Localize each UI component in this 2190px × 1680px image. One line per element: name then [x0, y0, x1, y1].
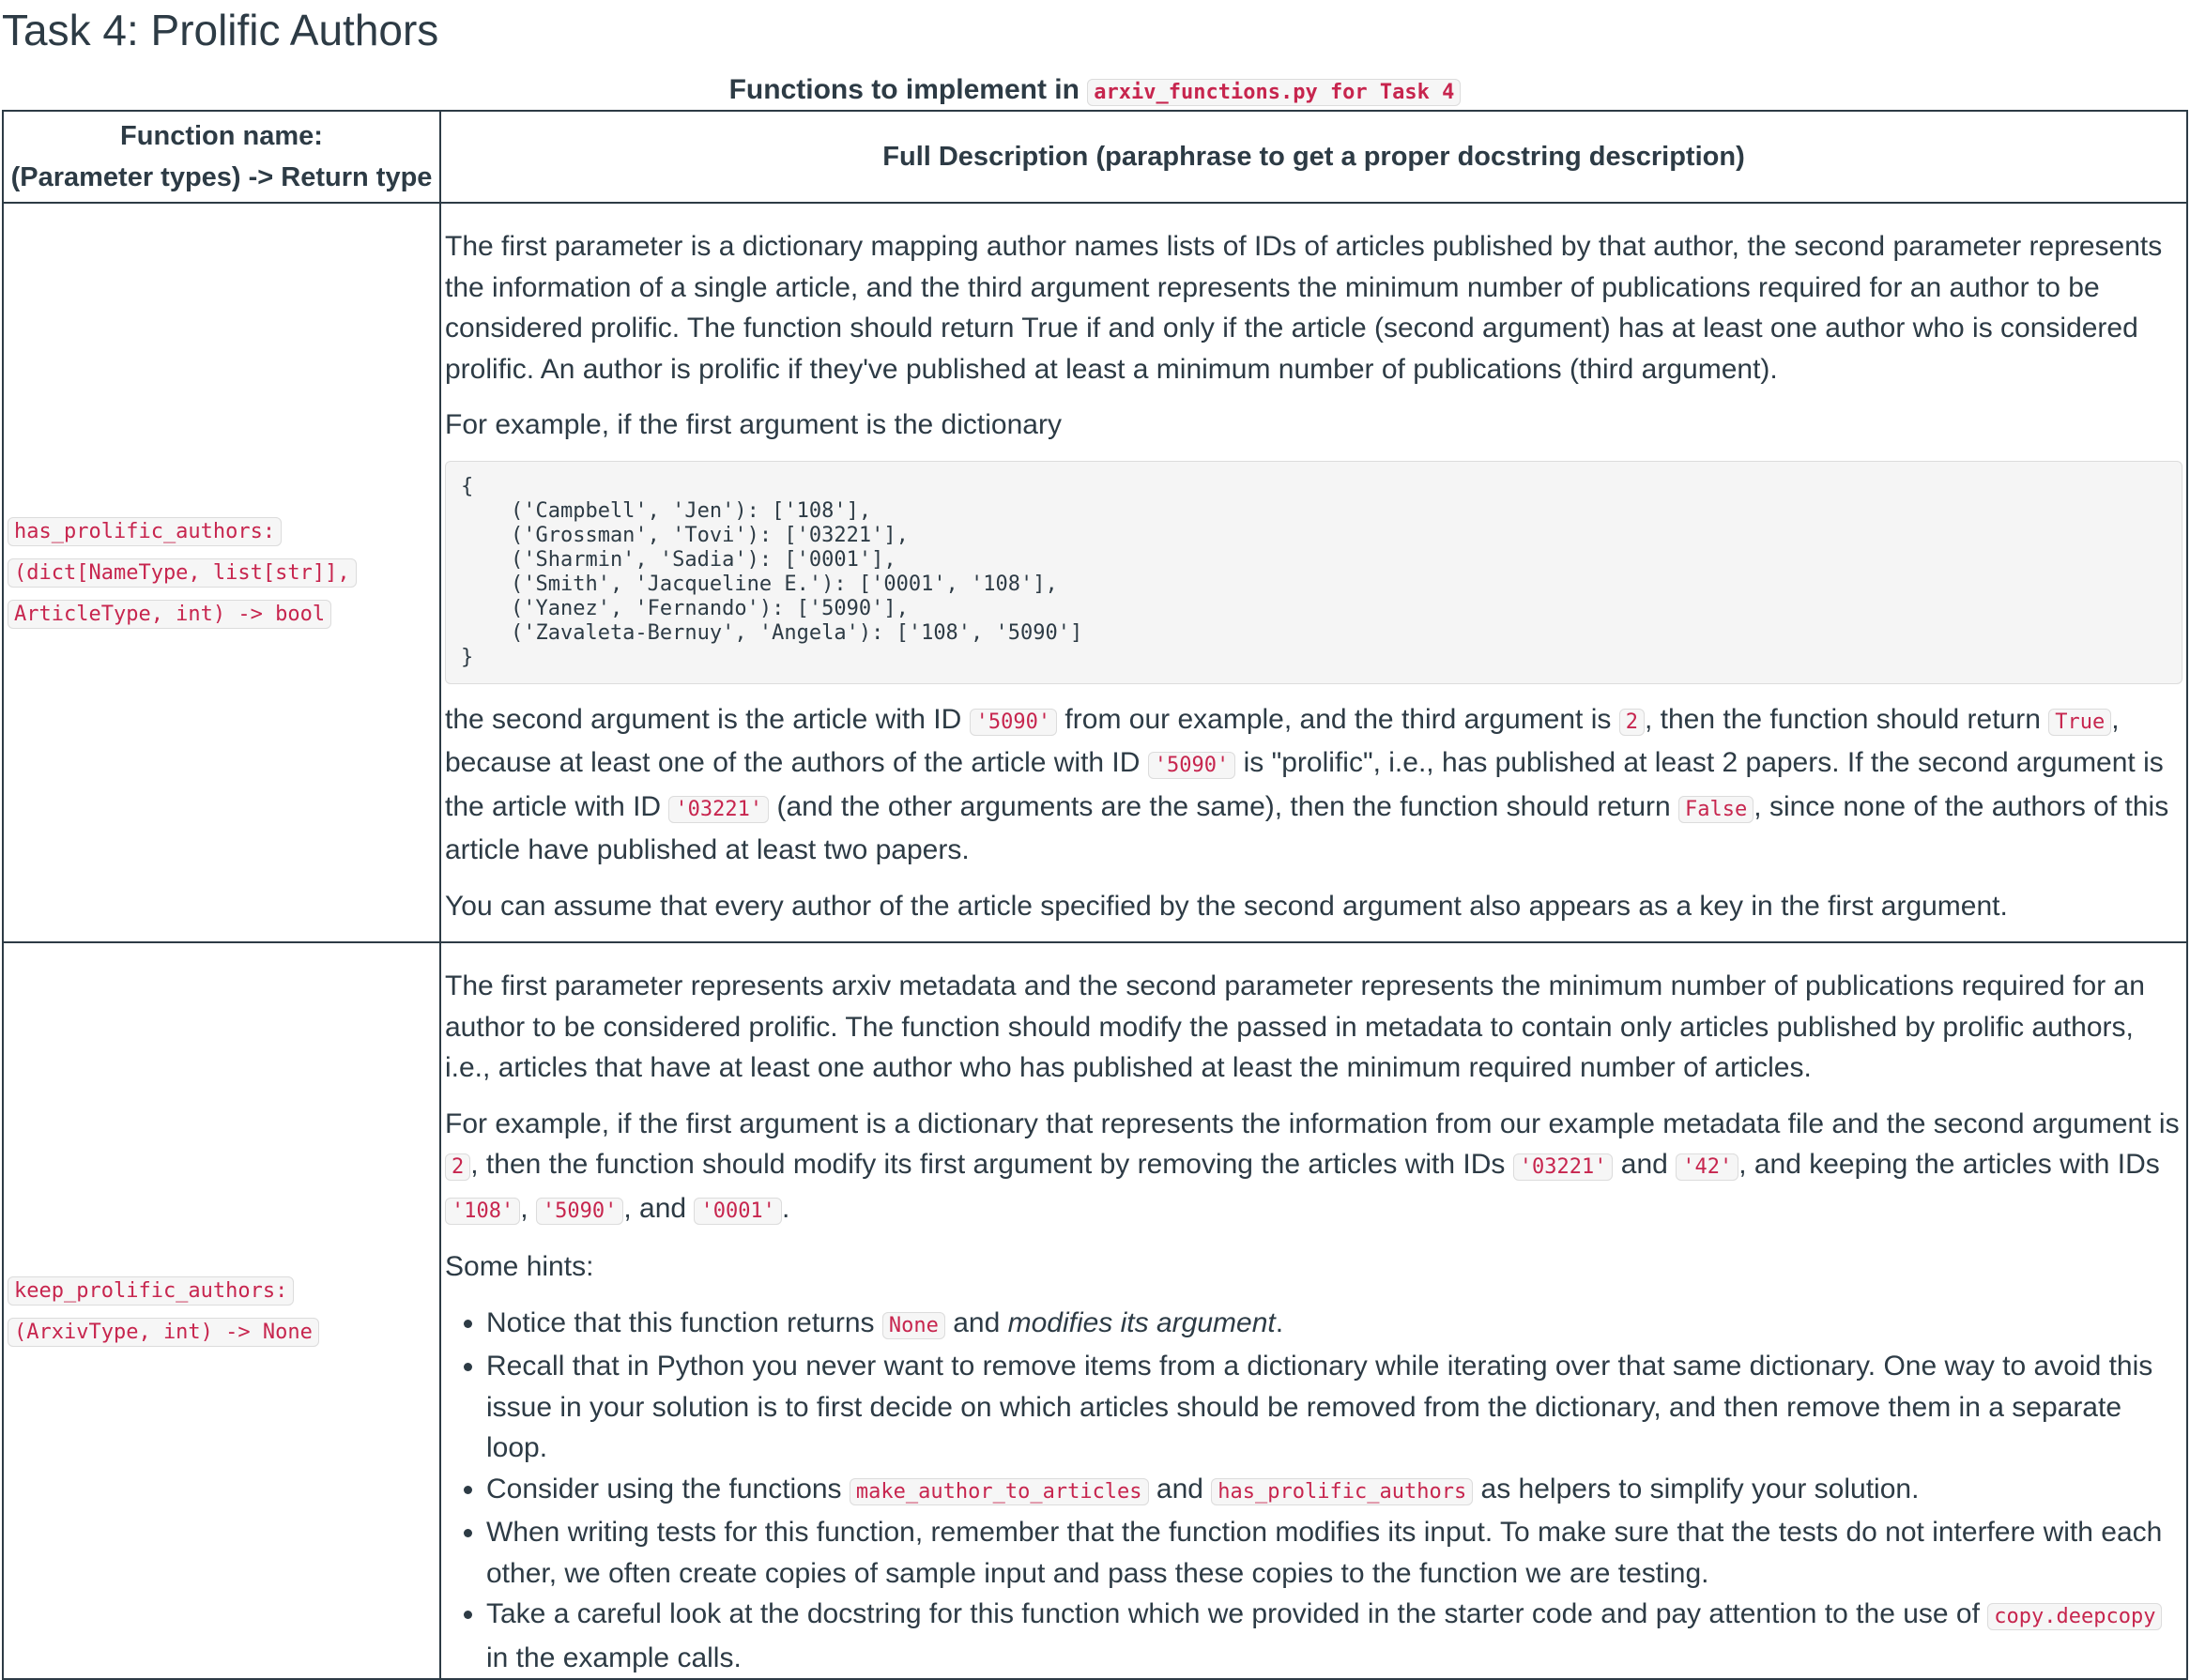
signature-line: (dict[NameType, list[str]], [8, 558, 357, 588]
description-paragraph: The first parameter represents arxiv metadata and the second parameter represents the minimum number of publications required for an author to be considered prolific. The function should modify the passed in metadata to contain only articles published by prolific authors, i.e., articles that have at least one author who has published at least the minimum required number of articles. [445, 970, 2145, 1083]
table-caption [0, 71, 2190, 112]
table-header-row [3, 111, 2187, 203]
list-item [486, 1594, 2182, 1678]
text-span: Take a careful look at the docstring for this function which we provided in the starter code and pay attention to the use of [486, 1598, 1988, 1629]
text-span: and [1148, 1473, 1212, 1504]
text-span: (and the other arguments are the same), then the function should return [769, 790, 1679, 822]
function-description-cell [440, 203, 2187, 942]
function-signature-cell [3, 942, 440, 1679]
list-item: • Recall that in Python you never want to remove items from a dictionary while iterating over that same dictionary. One way to avoid this issue in your solution is to first decide on which articles should be removed from the dictionary, and then remove them in a separate loop. [486, 1346, 2182, 1469]
description-paragraph: For example, if the first argument is the dictionary [445, 409, 1062, 440]
list-item [486, 1469, 2182, 1513]
header-function-name [3, 111, 440, 203]
inline-code: 2 [1619, 709, 1645, 736]
page-title: Task 4: Prolific Authors [2, 6, 439, 54]
text-span: from our example, and the third argument is [1057, 703, 1619, 735]
inline-code: '108' [445, 1198, 520, 1225]
text-span: Consider using the functions [486, 1473, 850, 1504]
inline-code: False [1678, 796, 1754, 823]
example-code-block: { ('Campbell', 'Jen'): ['108'], ('Grossman', 'Tovi'): ['03221'], ('Sharmin', 'Sadia'): ['0001'], ('Smith', 'Jacqueline E.'): ['0001', '108'], ('Yanez', 'Fernando'): ['5090'], ('Zavaleta-Bernuy', 'Angela'): ['108', '5090'] } [445, 461, 2182, 684]
text-span: For example, if the first argument is a dictionary that represents the information from our example metadata file and the second argument is [445, 1107, 2180, 1139]
text-span: in the example calls. [486, 1642, 742, 1673]
text-span: , because at least one of the authors of the article with ID [445, 703, 2120, 778]
table-row [3, 203, 2187, 942]
text-span: , [520, 1192, 536, 1224]
text-span: and [1613, 1149, 1677, 1180]
inline-code: copy.deepcopy [1987, 1603, 2162, 1630]
description-paragraph [445, 1104, 2182, 1232]
header-col1-line2: (Parameter types) -> Return type [10, 162, 433, 192]
text-span: Notice that this function returns [486, 1306, 882, 1338]
text-span: , since none of the authors of this article have published at least two papers. [445, 790, 2169, 865]
text-span: . [781, 1192, 790, 1224]
hints-list [445, 1303, 2182, 1679]
inline-code: '5090' [1148, 752, 1235, 779]
function-description-cell [440, 942, 2187, 1679]
signature-line: ArticleType, int) -> bool [8, 600, 331, 629]
text-span: , then the function should modify its first argument by removing the articles with IDs [470, 1149, 1513, 1180]
functions-table [2, 110, 2188, 1680]
header-description: Full Description (paraphrase to get a proper docstring description) [440, 111, 2187, 203]
function-signature-cell [3, 203, 440, 942]
inline-code: '5090' [536, 1198, 623, 1225]
inline-code: '42' [1676, 1153, 1738, 1181]
text-span: , and [623, 1192, 695, 1224]
signature-line: keep_prolific_authors: [8, 1276, 294, 1306]
text-span: the second argument is the article with ID [445, 703, 970, 735]
text-span: . [1275, 1306, 1284, 1338]
table-row [3, 942, 2187, 1679]
inline-code: '03221' [1513, 1153, 1614, 1181]
signature-line: has_prolific_authors: [8, 517, 282, 546]
emphasis-text: modifies its argument [1007, 1306, 1276, 1338]
text-span: and [944, 1306, 1008, 1338]
description-paragraph: You can assume that every author of the article specified by the second argument also appears as a key in the first argument. [445, 890, 2008, 922]
inline-code: has_prolific_authors [1211, 1478, 1473, 1505]
list-item [486, 1303, 2182, 1347]
header-col1-line1: Function name: [120, 121, 323, 151]
inline-code: 2 [445, 1153, 470, 1181]
inline-code: '5090' [970, 709, 1057, 736]
description-paragraph: The first parameter is a dictionary mapping author names lists of IDs of articles published by that author, the second parameter represents the information of a single article, and the third argument represents the minimum number of publications required for an author to be considered prolific. The function should return True if and only if the article (second argument) has at least one author who is considered prolific. An author is prolific if they've published at least a minimum number of publications (third argument). [445, 231, 2163, 385]
inline-code: True [2048, 709, 2111, 736]
text-span: , then the function should return [1644, 703, 2049, 735]
list-item: • When writing tests for this function, remember that the function modifies its input. To make sure that the tests do not interfere with each other, we often create copies of sample input and pass these copies to the function we are testing. [486, 1512, 2182, 1594]
inline-code: make_author_to_articles [850, 1478, 1149, 1505]
inline-code: '03221' [668, 796, 769, 823]
description-paragraph [445, 699, 2182, 871]
text-span: is "prolific", i.e., has published at least 2 papers. If the second argument is the article with ID [445, 747, 2164, 822]
text-span: as helpers to simplify your solution. [1473, 1473, 1920, 1504]
inline-code: '0001' [694, 1198, 781, 1225]
inline-code: None [882, 1312, 945, 1339]
text-span: , and keeping the articles with IDs [1738, 1149, 2160, 1180]
caption-code: arxiv_functions.py for Task 4 [1087, 79, 1461, 106]
description-paragraph: Some hints: [445, 1251, 594, 1282]
caption-text: Functions to implement in [728, 74, 1088, 105]
signature-line: (ArxivType, int) -> None [8, 1318, 319, 1347]
